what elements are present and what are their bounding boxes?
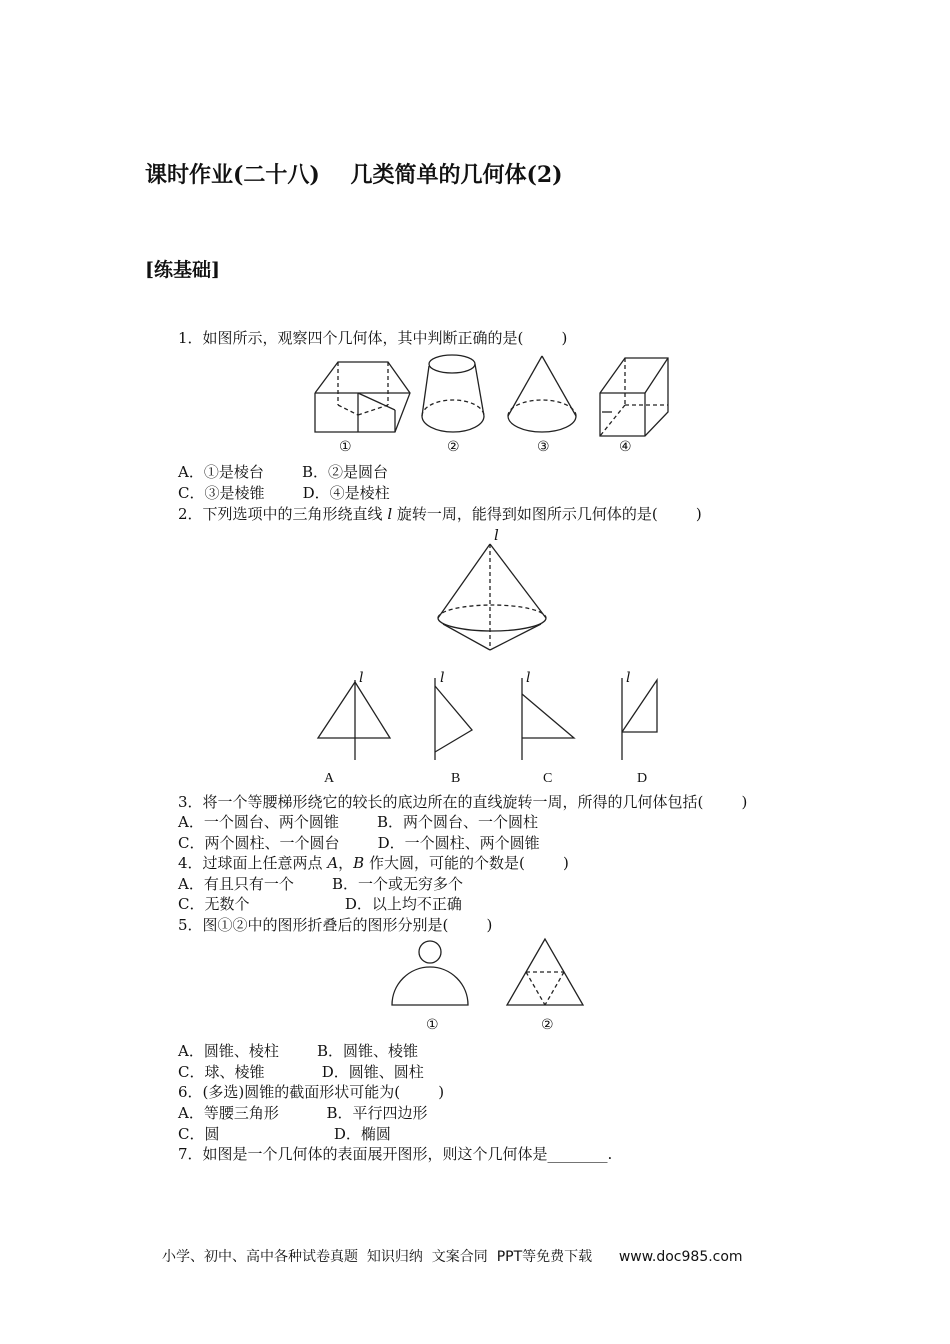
q3-options-cd: C．两个圆柱、一个圆台 D．一个圆柱、两个圆锥 xyxy=(178,834,540,852)
q2-axis-b: l xyxy=(440,670,445,686)
q2-options-figure xyxy=(310,670,680,765)
q1-label-2: ② xyxy=(447,439,460,455)
q1-label-3: ③ xyxy=(537,439,550,455)
q6-options-cd: C．圆 D．椭圆 xyxy=(178,1125,391,1143)
q1-figure-frustum xyxy=(422,355,484,432)
q1-figure-prism xyxy=(600,358,668,436)
q3-stem: 3．将一个等腰梯形绕它的较长的底边所在的直线旋转一周，所得的几何体包括( ) xyxy=(178,793,748,811)
q2-option-c-label: C xyxy=(543,771,553,786)
q1-figure-cone xyxy=(508,356,576,432)
q1-options-cd: C．③是棱锥 D．④是棱柱 xyxy=(178,484,390,502)
page-title: 课时作业(二十八) 几类简单的几何体(2) xyxy=(145,162,563,188)
q1-options-ab: A．①是棱台 B．②是圆台 xyxy=(178,463,389,481)
q2-option-a-shape xyxy=(318,680,390,760)
q2-option-b-label: B xyxy=(451,771,461,786)
q5-options-cd: C．球、棱锥 D．圆锥、圆柱 xyxy=(178,1063,424,1081)
q5-figure-triangle-net xyxy=(507,939,583,1005)
q6-stem: 6．(多选)圆锥的截面形状可能为( ) xyxy=(178,1083,445,1101)
q4-stem: 4．过球面上任意两点 A，B 作大圆，可能的个数是( ) xyxy=(178,854,569,872)
q5-options-ab: A．圆锥、棱柱 B．圆锥、棱锥 xyxy=(178,1042,419,1060)
q7-stem: 7．如图是一个几何体的表面展开图形，则这个几何体是________. xyxy=(178,1145,613,1163)
q2-axis-d: l xyxy=(626,670,631,686)
section-heading: [练基础] xyxy=(145,259,220,281)
q6-options-ab: A．等腰三角形 B．平行四边形 xyxy=(178,1104,428,1122)
q1-figure-pentagonal-prism xyxy=(315,362,410,432)
q5-stem: 5．图①②中的图形折叠后的图形分别是( ) xyxy=(178,916,493,934)
q4-options-cd: C．无数个 D．以上均不正确 xyxy=(178,895,462,913)
q5-figure-semicircle-with-circle xyxy=(392,941,468,1005)
q1-label-4: ④ xyxy=(619,439,632,455)
q2-option-c-shape xyxy=(522,678,574,760)
q1-label-1: ① xyxy=(339,439,352,455)
q2-axis-label: l xyxy=(494,526,499,544)
q2-double-cone-figure xyxy=(430,530,560,665)
q2-stem: 2．下列选项中的三角形绕直线 l 旋转一周，能得到如图所示几何体的是( ) xyxy=(178,505,702,523)
q1-figure xyxy=(300,350,680,440)
q3-options-ab: A．一个圆台、两个圆锥 B．两个圆台、一个圆柱 xyxy=(178,813,539,831)
q2-option-d-shape xyxy=(622,678,657,760)
q2-option-d-label: D xyxy=(637,771,648,786)
q2-option-a-label: A xyxy=(324,771,335,786)
q5-label-1: ① xyxy=(426,1017,439,1033)
q1-stem: 1．如图所示，观察四个几何体，其中判断正确的是( ) xyxy=(178,329,568,347)
page-footer: 小学、初中、高中各种试卷真题 知识归纳 文案合同 PPT等免费下载 www.doc985.com xyxy=(162,1249,743,1265)
q2-axis-a: l xyxy=(359,670,364,686)
q4-options-ab: A．有且只有一个 B．一个或无穷多个 xyxy=(178,875,464,893)
q2-option-b-shape xyxy=(435,678,472,760)
q5-label-2: ② xyxy=(541,1017,554,1033)
q2-axis-c: l xyxy=(526,670,531,686)
q5-figure xyxy=(385,938,585,1013)
